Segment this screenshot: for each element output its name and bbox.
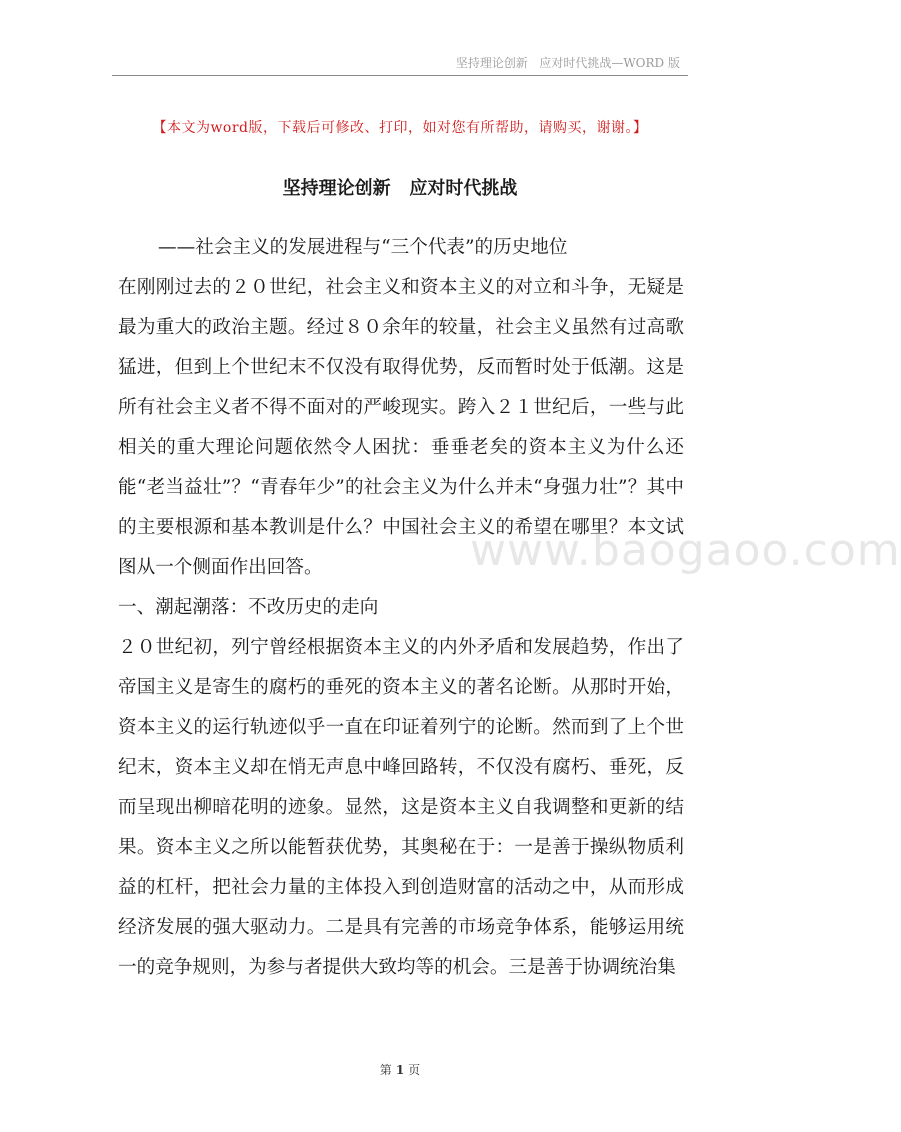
document-subtitle: ——社会主义的发展进程与“三个代表”的历史地位 [158, 237, 568, 258]
page-number: 1 [395, 1063, 405, 1077]
document-title: 坚持理论创新 应对时代挑战 [282, 178, 518, 199]
header-divider [112, 75, 688, 76]
watermark-text: www.baogaoo.com [470, 525, 901, 576]
running-header: 坚持理论创新 应对时代挑战—WORD 版 [455, 56, 680, 70]
footer-suffix: 页 [408, 1063, 421, 1077]
footer-prefix: 第 [379, 1063, 392, 1077]
document-body [118, 228, 684, 988]
body-paragraph-section-1: ２０世纪初，列宁曾经根据资本主义的内外矛盾和发展趋势，作出了帝国主义是寄生的腐朽的垂死的资本主义的著名论断。从那时开始，资本主义的运行轨迹似乎一直在印证着列宁的论断。然而到了上个世纪末，资本主义却在悄无声息中峰回路转，不仅没有腐朽、垂死，反而呈现出柳暗花明的迹象。显然，这是资本主义自我调整和更新的结果。资本主义之所以能暂获优势，其奥秘在于：一是善于操纵物质利益的杠杆，把社会力量的主体投入到创造财富的活动之中，从而形成经济发展的强大驱动力。二是具有完善的市场竞争体系，能够运用统一的竞争规则，为参与者提供大致均等的机会。三是善于协调统治集 [118, 637, 684, 978]
page-footer [0, 1061, 800, 1078]
purchase-notice: 【本文为word版，下载后可修改、打印，如对您有所帮助，请购买，谢谢。】 [152, 120, 648, 136]
body-paragraph-intro: 在刚刚过去的２０世纪，社会主义和资本主义的对立和斗争，无疑是最为重大的政治主题。经过８０余年的较量，社会主义虽然有过高歌猛进，但到上个世纪末不仅没有取得优势，反而暂时处于低潮。这是所有社会主义者不得不面对的严峻现实。跨入２１世纪后，一些与此相关的重大理论问题依然令人困扰：垂垂老矣的资本主义为什么还能“老当益壮”？“青春年少”的社会主义为什么并未“身强力壮”？其中的主要根源和基本教训是什么？中国社会主义的希望在哪里？本文试图从一个侧面作出回答。 [118, 277, 684, 578]
section-heading: 一、潮起潮落：不改历史的走向 [118, 597, 379, 618]
